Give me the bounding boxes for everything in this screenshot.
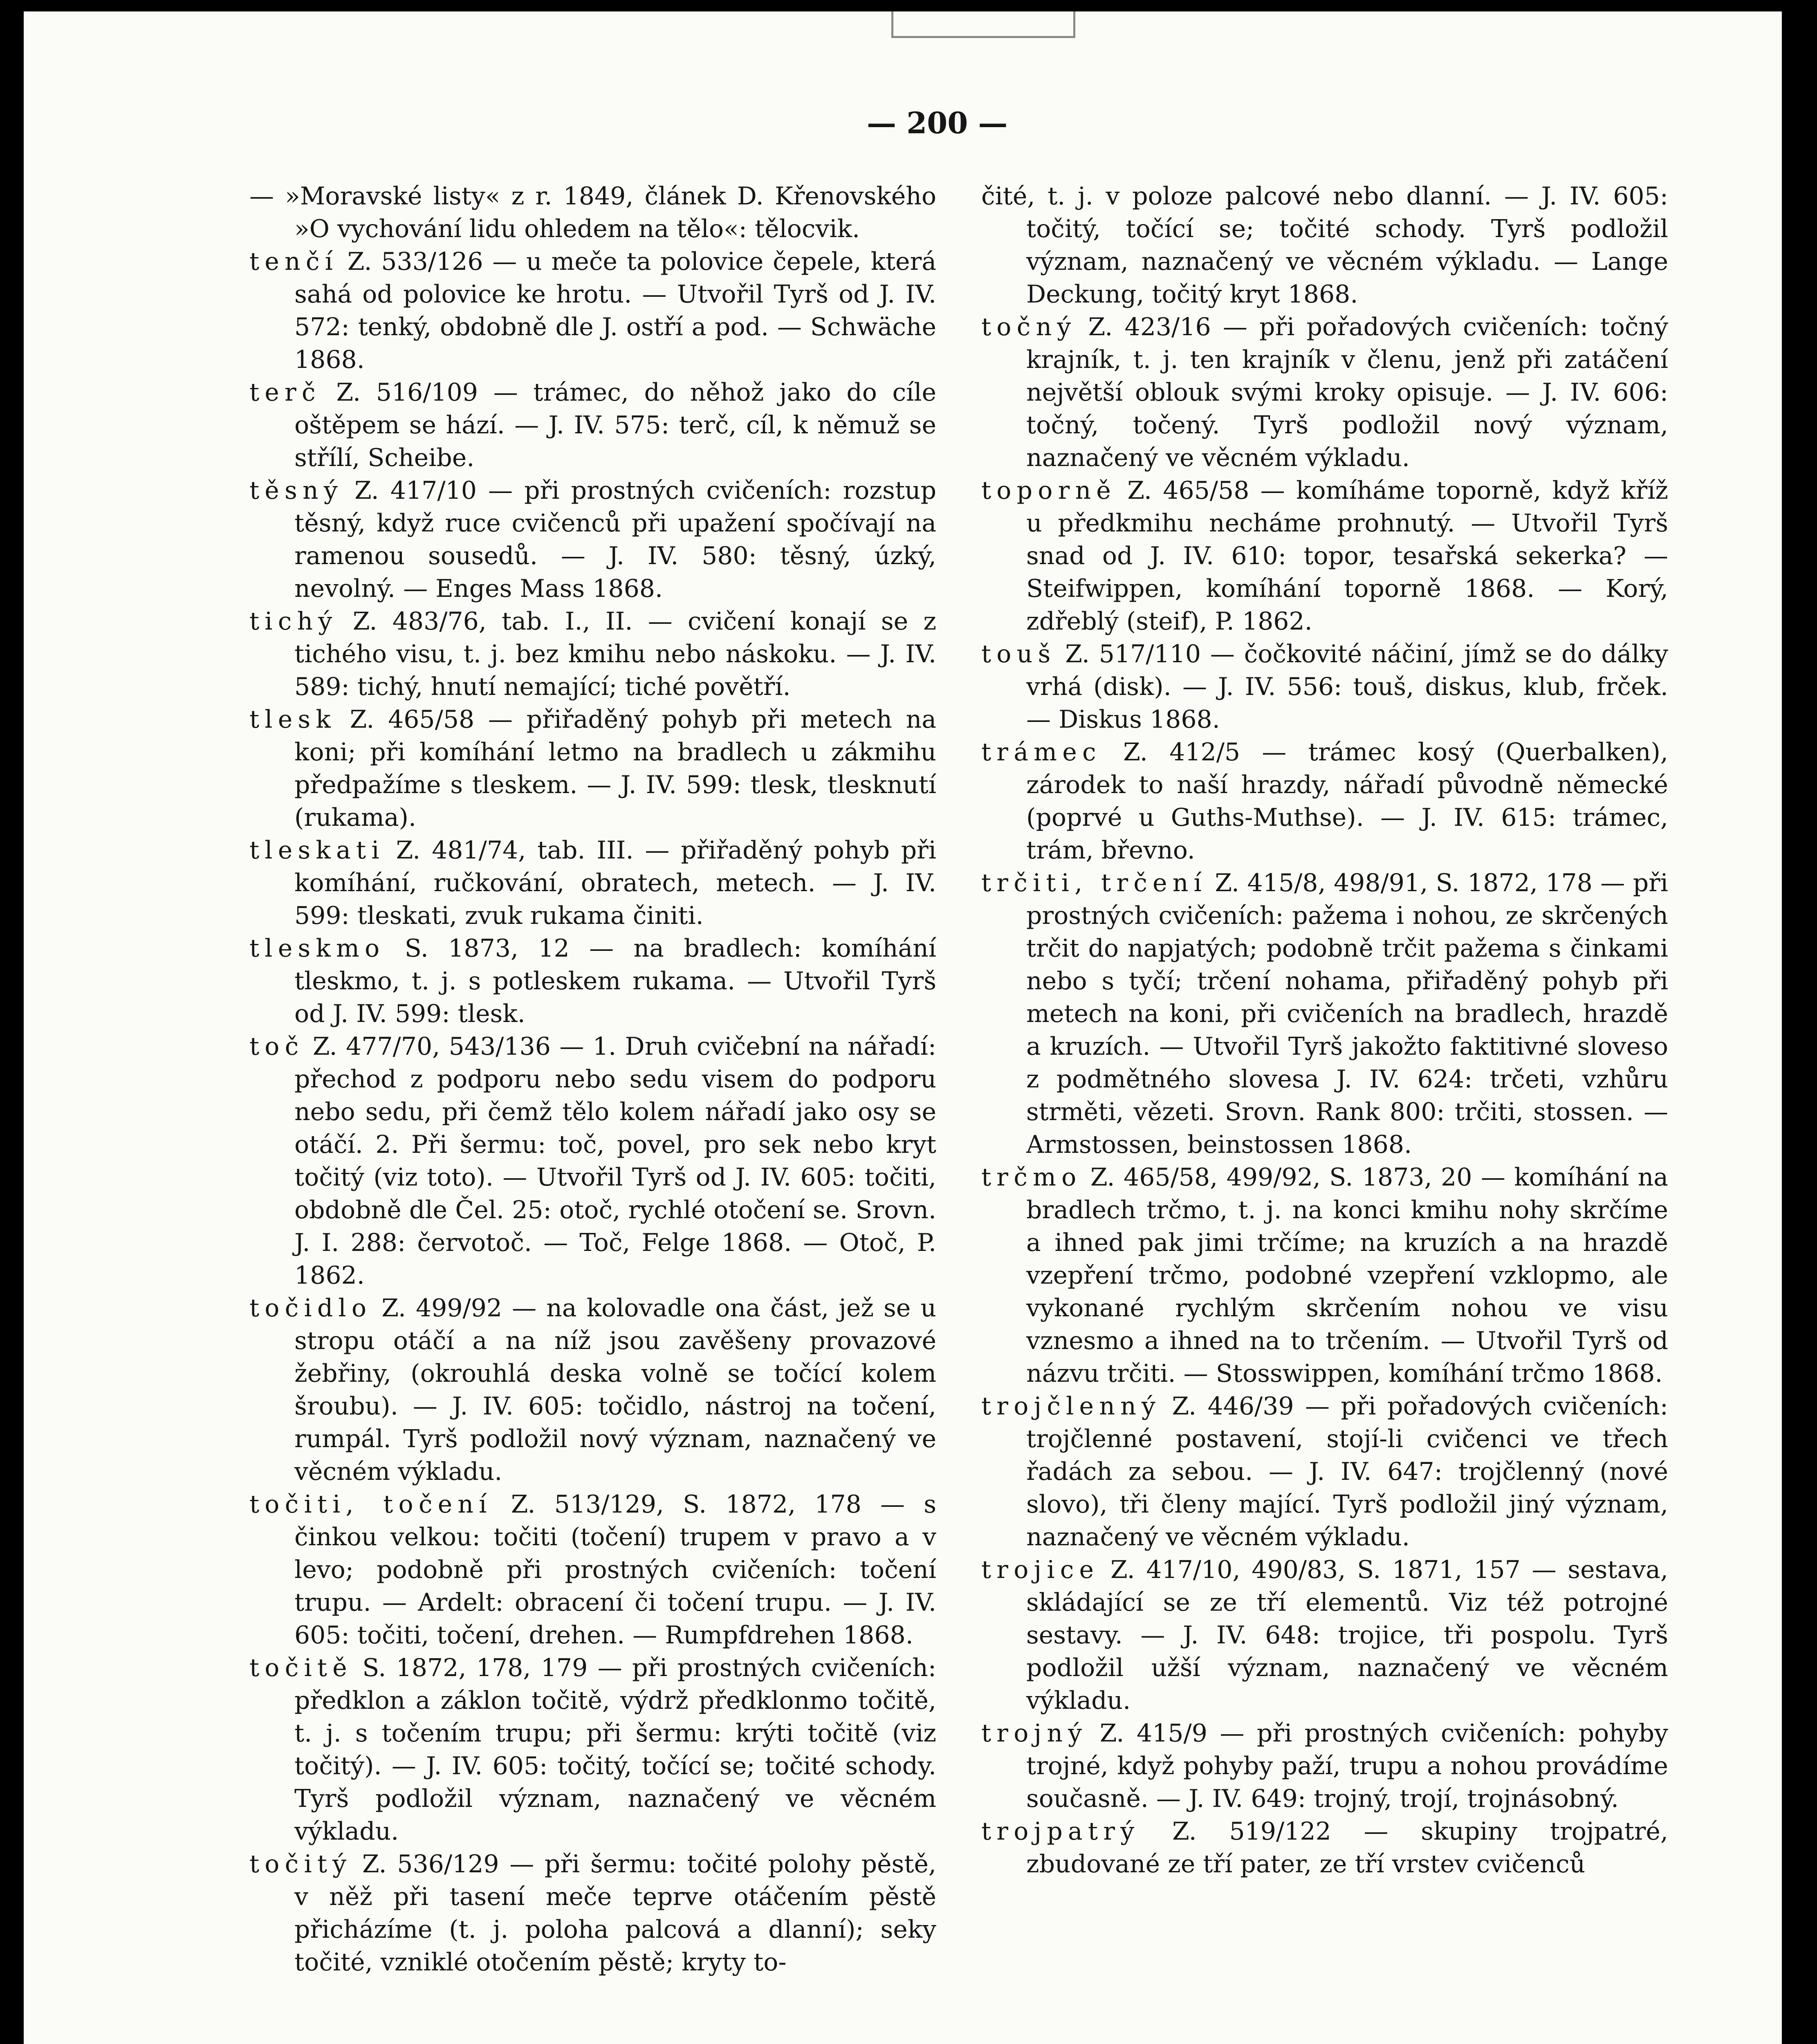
dictionary-entry	[249, 1488, 936, 1652]
dictionary-entry	[981, 736, 1668, 867]
dictionary-entry	[981, 1815, 1668, 1880]
dictionary-entry	[981, 311, 1668, 474]
entry-headword: trčmo	[981, 1163, 1082, 1192]
entry-headword: točitý	[249, 1850, 352, 1878]
entry-definition: čité, t. j. v poloze palcové nebo dlanní. — J. IV. 605: točitý, točící se; točité schody. Tyrš podložil význam, naznačený ve věcném výkladu. — Lange Deckung, točitý kryt 1868.	[981, 182, 1668, 309]
entry-definition: Z. 516/109 — trámec, do něhož jako do cíle oštěpem se hází. — J. IV. 575: terč, cíl, k němuž se střílí, Scheibe.	[294, 378, 936, 472]
entry-headword: tenčí	[249, 247, 339, 276]
entry-definition: Z. 483/76, tab. I., II. — cvičení konají se z tichého visu, t. j. bez kmihu nebo náskoku. — J. IV. 589: tichý, hnutí nemající; tiché povětří.	[294, 607, 936, 701]
dictionary-entry	[249, 1030, 936, 1292]
entry-headword: tlesk	[249, 705, 336, 734]
right-column	[981, 180, 1668, 1880]
entry-definition: Z. 423/16 — při pořadových cvičeních: točný krajník, t. j. ten krajník v členu, jenž při zatáčení největší oblouk svými kroky opisuje. — J. IV. 606: točný, točený. Tyrš podložil nový význam, naznačený ve věcném výkladu.	[1026, 313, 1668, 472]
entry-headword: točidlo	[249, 1294, 372, 1322]
entry-headword: trámec	[981, 738, 1101, 766]
entry-headword: trojice	[981, 1555, 1099, 1584]
dictionary-entry	[249, 1848, 936, 1979]
entry-definition: Z. 533/126 — u meče ta polovice čepele, která sahá od polovice ke hrotu. — Utvořil Tyrš od J. IV. 572: tenký, obdobně dle J. ostří a pod. — Schwäche 1868.	[294, 247, 936, 374]
entry-headword: točiti, točení	[249, 1490, 492, 1519]
entry-definition: Z. 536/129 — při šermu: točité polohy pěstě, v něž při tasení meče teprve otáčením pěstě přicházíme (t. j. poloha palcová a dlanní); seky točité, vzniklé otočením pěstě; kryty to-	[294, 1850, 936, 1977]
dictionary-entry	[981, 867, 1668, 1161]
entry-definition: Z. 477/70, 543/136 — 1. Druh cvičební na nářadí: přechod z podporu nebo sedu visem do podporu nebo sedu, při čemž tělo kolem nářadí jako osy se otáčí. 2. Při šermu: toč, povel, pro sek nebo kryt točitý (viz toto). — Utvořil Tyrš od J. IV. 605: točiti, obdobně dle Čel. 25: otoč, rychlé otočení se. Srovn. J. I. 288: červotoč. — Toč, Felge 1868. — Otoč, P. 1862.	[294, 1032, 936, 1290]
left-column	[249, 180, 936, 1979]
entry-definition: Z. 415/8, 498/91, S. 1872, 178 — při prostných cvičeních: pažema i nohou, ze skrčených trčit do napjatých; podobně trčit pažema s činkami nebo s tyčí; trčení nohama, přiřaděný pohyb při metech na koni, při cvičeních na bradlech, hrazdě a kruzích. — Utvořil Tyrš jakožto faktitivné sloveso z podmětného slovesa J. IV. 624: trčeti, vzhůru strměti, vězeti. Srovn. Rank 800: trčiti, stossen. — Armstossen, beinstossen 1868.	[1026, 869, 1668, 1159]
entry-headword: točitě	[249, 1654, 352, 1682]
entry-headword: toporně	[981, 476, 1116, 505]
entry-headword: trojpatrý	[981, 1817, 1140, 1846]
entry-headword: těsný	[249, 476, 343, 505]
entry-definition: Z. 481/74, tab. III. — přiřaděný pohyb při komíhání, ručkování, obratech, metech. — J. IV. 599: tleskati, zvuk rukama činiti.	[294, 836, 936, 930]
page-number: — 200 —	[867, 105, 1008, 140]
entry-headword: točný	[981, 313, 1077, 341]
dictionary-entry	[981, 1717, 1668, 1815]
entry-headword: tleskati	[249, 836, 385, 865]
dictionary-entry	[249, 180, 936, 245]
entry-definition: Z. 465/58, 499/92, S. 1873, 20 — komíhání na bradlech trčmo, t. j. na konci kmihu nohy skrčíme a ihned pak jimi trčíme; na kruzích a na hrazdě vzepření trčmo, podobné vzepření vzklopmo, ale vykonané rychlým skrčením nohou ve visu vznesmo a ihned na to trčením. — Utvořil Tyrš od názvu trčiti. — Stosswippen, komíhání trčmo 1868.	[1026, 1163, 1668, 1388]
entry-definition: S. 1872, 178, 179 — při prostných cvičeních: předklon a záklon točitě, výdrž předklonmo točitě, t. j. s točením trupu; při šermu: krýti točitě (viz točitý). — J. IV. 605: točitý, točící se; točité schody. Tyrš podložil význam, naznačený ve věcném výkladu.	[294, 1654, 936, 1846]
entry-headword: tichý	[249, 607, 338, 636]
entry-definition: Z. 415/9 — při prostných cvičeních: pohyby trojné, když pohyby paží, trupu a nohou provádíme současně. — J. IV. 649: trojný, trojí, trojnásobný.	[1026, 1719, 1668, 1813]
dictionary-entry	[249, 932, 936, 1030]
entry-definition: Z. 519/122 — skupiny trojpatré, zbudované ze tří pater, ze tří vrstev cvičenců	[1026, 1817, 1668, 1878]
entry-definition: Z. 465/58 — komíháme toporně, když kříž u předkmihu necháme prohnutý. — Utvořil Tyrš snad od J. IV. 610: topor, tesařská sekerka? — Steifwippen, komíhání toporně 1868. — Korý, zdřeblý (steif), P. 1862.	[1026, 476, 1668, 636]
entry-definition: Z. 412/5 — trámec kosý (Querbalken), zárodek to naší hrazdy, nářadí původně německé (poprvé u Guths-Muthse). — J. IV. 615: trámec, trám, břevno.	[1026, 738, 1668, 865]
entry-definition: Z. 465/58 — přiřaděný pohyb při metech na koni; při komíhání letmo na bradlech u zákmihu předpažíme s tleskem. — J. IV. 599: tlesk, tlesknutí (rukama).	[294, 705, 936, 832]
entry-definition: Z. 446/39 — při pořadových cvičeních: trojčlenné postavení, stojí-li cvičenci ve třech řadách za sebou. — J. IV. 647: trojčlenný (nové slovo), tři členy mající. Tyrš podložil jiný význam, naznačený ve věcném výkladu.	[1026, 1392, 1668, 1551]
entry-headword: touš	[981, 640, 1056, 668]
dictionary-entry	[249, 1652, 936, 1848]
dictionary-entry	[249, 605, 936, 703]
entry-definition: Z. 417/10 — při prostných cvičeních: rozstup těsný, když ruce cvičenců při upažení spočívají na ramenou sousedů. — J. IV. 580: těsný, úzký, nevolný. — Enges Mass 1868.	[294, 476, 936, 603]
entry-headword: tleskmo	[249, 934, 385, 963]
dictionary-entry	[981, 638, 1668, 736]
entry-definition: Z. 499/92 — na kolovadle ona část, jež se u stropu otáčí a na níž jsou zavěšeny provazové žebřiny, (okrouhlá deska volně se točící kolem šroubu). — J. IV. 605: točidlo, nástroj na točení, rumpál. Tyrš podložil nový význam, naznačený ve věcném výkladu.	[294, 1294, 936, 1486]
dictionary-entry	[981, 1553, 1668, 1717]
dictionary-entry	[981, 180, 1668, 311]
entry-headword: trojný	[981, 1719, 1088, 1748]
dictionary-entry	[981, 474, 1668, 638]
dictionary-entry	[249, 1292, 936, 1488]
dictionary-entry	[249, 376, 936, 474]
entry-definition: Z. 417/10, 490/83, S. 1871, 157 — sestava, skládající se ze tří elementů. Viz též potrojné sestavy. — J. IV. 648: trojice, tři pospolu. Tyrš podložil užší význam, naznačený ve věcném výkladu.	[1026, 1555, 1668, 1715]
entry-definition: S. 1873, 12 — na bradlech: komíhání tleskmo, t. j. s potleskem rukama. — Utvořil Tyrš od J. IV. 599: tlesk.	[294, 934, 936, 1028]
dictionary-entry	[249, 474, 936, 605]
entry-definition: Z. 517/110 — čočkovité náčiní, jímž se do dálky vrhá (disk). — J. IV. 556: touš, diskus, klub, frček. — Diskus 1868.	[1026, 640, 1668, 734]
entry-headword: terč	[249, 378, 321, 407]
entry-headword: trojčlenný	[981, 1392, 1161, 1421]
entry-definition: Z. 513/129, S. 1872, 178 — s činkou velkou: točiti (točení) trupem v pravo a v levo; podobně při prostných cvičeních: točení trupu. — Ardelt: obracení či točení trupu. — J. IV. 605: točiti, točení, drehen. — Rumpfdrehen 1868.	[294, 1490, 936, 1650]
entry-headword: trčiti, trčení	[981, 869, 1207, 897]
entry-headword: toč	[249, 1032, 304, 1061]
dictionary-entry	[249, 245, 936, 376]
dictionary-entry	[981, 1161, 1668, 1390]
entry-definition: — »Moravské listy« z r. 1849, článek D. Křenovského »O vychování lidu ohledem na tělo«: tělocvik.	[249, 182, 936, 243]
dictionary-entry	[249, 834, 936, 932]
dictionary-entry	[981, 1390, 1668, 1553]
dictionary-entry	[249, 703, 936, 834]
scan-edge-mark	[891, 11, 1075, 38]
